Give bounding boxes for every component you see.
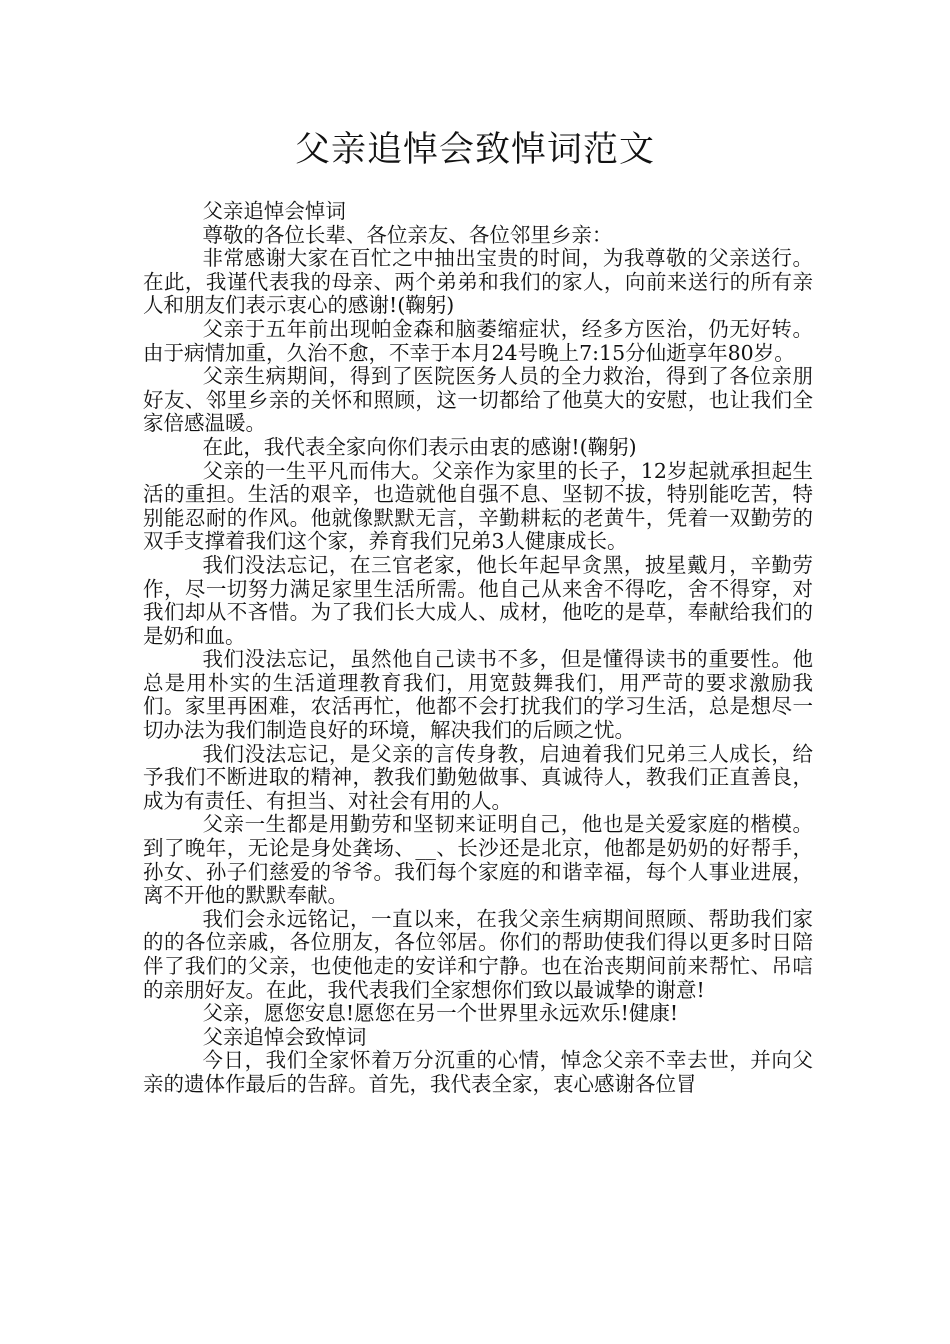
paragraph: 我们会永远铭记，一直以来，在我父亲生病期间照顾、帮助我们家的的各位亲戚，各位朋友，各位邻居。你们的帮助使我们得以更多时日陪伴了我们的父亲，也使他走的安详和宁静。也在治丧期间前来帮忙、吊唁的亲朋好友。在此，我代表我们全家想你们致以最诚挚的谢意!	[143, 906, 813, 1002]
paragraph: 在此，我代表全家向你们表示由衷的感谢!(鞠躬)	[202, 434, 637, 459]
paragraph: 父亲追悼会致悼词	[202, 1024, 367, 1049]
paragraph: 父亲于五年前出现帕金森和脑萎缩症状，经多方医治，仍无好转。由于病情加重，久治不愈，不幸于本月24号晚上7:15分仙逝享年80岁。	[143, 316, 813, 365]
paragraph: 父亲生病期间，得到了医院医务人员的全力救治，得到了各位亲朋好友、邻里乡亲的关怀和照顾，这一切都给了他莫大的安慰，也让我们全家倍感温暖。	[143, 364, 813, 436]
paragraph: 父亲的一生平凡而伟大。父亲作为家里的长子，12岁起就承担起生活的重担。生活的艰辛，也造就他自强不息、坚韧不拔，特别能吃苦，特别能忍耐的作风。他就像默默无言，辛勤耕耘的老黄牛，凭着一双勤劳的双手支撑着我们这个家，养育我们兄弟3人健康成长。	[143, 458, 813, 554]
document-body	[143, 200, 813, 1097]
paragraph: 我们没法忘记，虽然他自己读书不多，但是懂得读书的重要性。他总是用朴实的生活道理教育我们，用宽鼓舞我们，用严苛的要求激励我们。家里再困难，农活再忙，他都不会打扰我们的学习生活，总是想尽一切办法为我们制造良好的环境，解决我们的后顾之忧。	[143, 647, 813, 743]
paragraph: 今日，我们全家怀着万分沉重的心情，悼念父亲不幸去世，并向父亲的遗体作最后的告辞。首先，我代表全家，衷心感谢各位冒	[143, 1048, 813, 1096]
paragraph: 我们没法忘记，是父亲的言传身教，启迪着我们兄弟三人成长，给予我们不断进取的精神，教我们勤勉做事、真诚待人，教我们正直善良，成为有责任、有担当、对社会有用的人。	[143, 741, 813, 813]
document-title: 父亲追悼会致悼词范文	[294, 130, 655, 170]
paragraph: 父亲追悼会悼词	[202, 199, 346, 223]
paragraph: 父亲一生都是用勤劳和坚韧来证明自己，他也是关爱家庭的楷模。到了晚年，无论是身处龚场、__、长沙还是北京，他都是奶奶的好帮手，孙女、孙子们慈爱的爷爷。我们每个家庭的和谐幸福，每个人事业进展，离不开他的默默奉献。	[143, 812, 813, 908]
paragraph: 尊敬的各位长辈、各位亲友、各位邻里乡亲：	[202, 222, 613, 247]
paragraph: 我们没法忘记，在三官老家，他长年起早贪黑，披星戴月，辛勤劳作，尽一切努力满足家里生活所需。他自己从来舍不得吃，舍不得穿，对我们却从不吝惜。为了我们长大成人、成材，他吃的是草，奉献给我们的是奶和血。	[143, 552, 813, 648]
paragraph: 非常感谢大家在百忙之中抽出宝贵的时间，为我尊敬的父亲送行。在此，我谨代表我的母亲、两个弟弟和我们的家人，向前来送行的所有亲人和朋友们表示衷心的感谢!(鞠躬)	[143, 246, 813, 318]
paragraph: 父亲，愿您安息!愿您在另一个世界里永远欢乐!健康!	[202, 1001, 679, 1026]
